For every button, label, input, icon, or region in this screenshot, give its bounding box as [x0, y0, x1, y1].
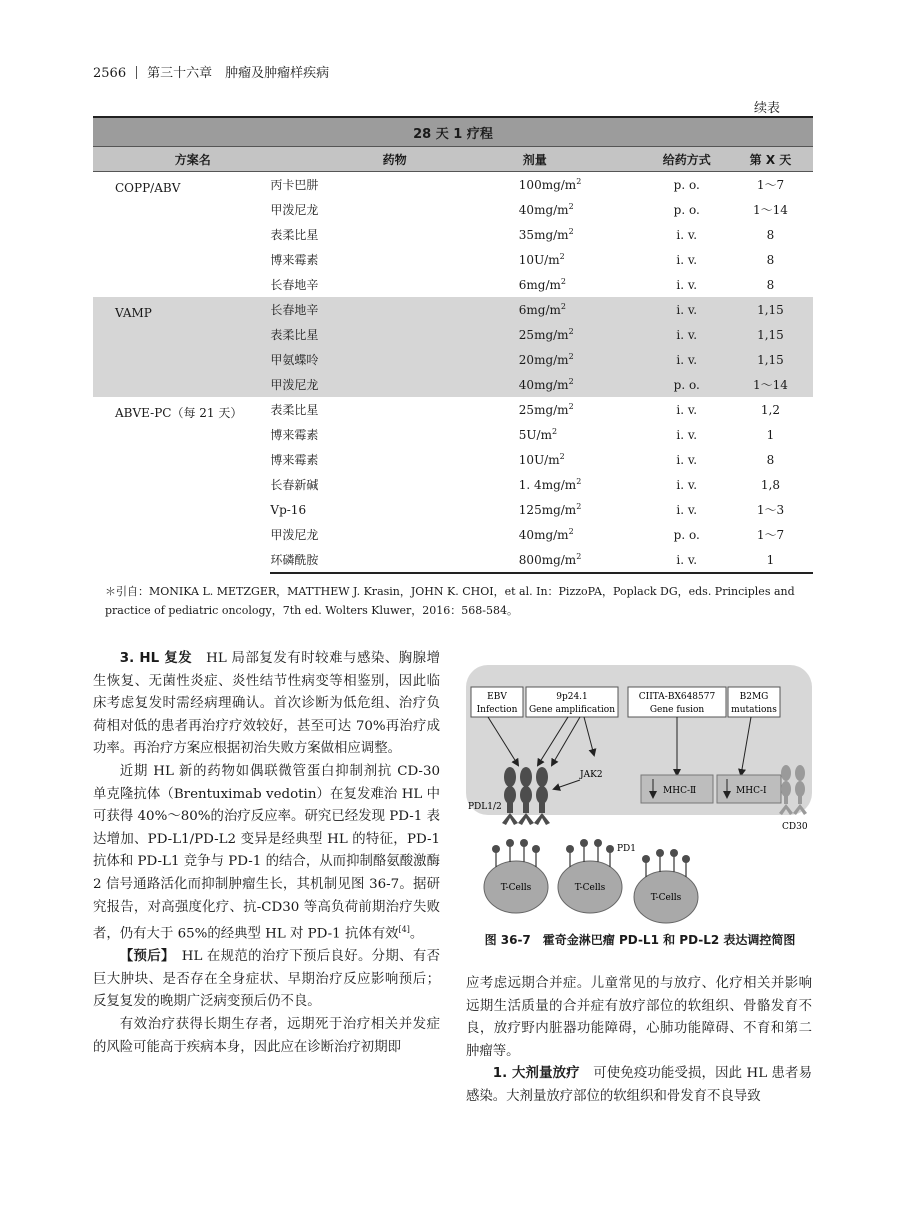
drug-route: i. v.: [646, 547, 728, 573]
dose-exponent: 2: [576, 177, 582, 186]
drug-route: i. v.: [646, 347, 728, 372]
drug-name: 博来霉素: [270, 428, 319, 442]
dose-value: 40mg/m: [518, 203, 569, 217]
dose-exponent: 2: [576, 502, 582, 511]
drug-dose: [519, 497, 646, 522]
paragraph-prognosis: [93, 946, 440, 1014]
drug-day: 8: [766, 252, 775, 267]
drug-dose: [519, 172, 646, 198]
label-pd1: PD1: [617, 844, 636, 854]
drug-name: 表柔比星: [270, 403, 319, 417]
drug-route: i. v.: [646, 297, 728, 322]
paragraph-text: HL 局部复发有时较难与感染、胸腺增生恢复、无菌性炎症、炎性结节性病变等相鉴别，因此临床考虑复发时需经病理确认。首次诊断为低危组、治疗负荷相对低的患者再治疗疗效较好，甚至可达 70%再治疗成功率。再治疗方案应根据初治失败方案做相应调整。: [93, 651, 441, 757]
drug-dose: [519, 397, 646, 422]
drug-day: 8: [766, 227, 775, 242]
dose-value: 1. 4mg/m: [518, 478, 577, 492]
drug-dose: [519, 422, 646, 447]
dose-value: 10U/m: [518, 453, 560, 467]
dose-value: 125mg/m: [518, 503, 577, 517]
drug-name: 长春地辛: [270, 278, 319, 292]
label-pdl12: PDL1/2: [468, 802, 502, 812]
section-heading-relapse: 3. HL 复发: [119, 651, 193, 666]
drug-dose: [519, 522, 646, 547]
drug-day: 1～14: [728, 372, 813, 397]
drug-day: 1,8: [760, 477, 780, 492]
dose-exponent: 2: [559, 252, 565, 261]
paragraph-new-drugs: [93, 761, 440, 946]
label-tcells-2: T-Cells: [574, 883, 606, 893]
dose-value: 40mg/m: [518, 528, 569, 542]
drug-route: p. o.: [673, 527, 700, 542]
paragraph-late-effects: [466, 973, 812, 1063]
table-banner-row: [93, 117, 813, 147]
regimen-name: ABVE-PC（每 21 天）: [115, 406, 243, 420]
drug-route: i. v.: [676, 427, 698, 442]
drug-day: 1: [766, 427, 775, 442]
box-9p24: [526, 687, 618, 717]
drug-route: i. v.: [676, 277, 698, 292]
left-column: [93, 648, 440, 1059]
paragraph-text: 可使免疫功能受损，因此 HL 患者易感染。大剂量放疗部位的软组织和骨发育不良导致: [466, 1066, 812, 1104]
figure-caption: 图 36-7 霍奇金淋巴瘤 PD-L1 和 PD-L2 表达调控简图: [484, 933, 796, 947]
paragraph-long-term: [93, 1014, 440, 1059]
drug-dose: [519, 197, 646, 222]
drug-day: 1,15: [728, 347, 813, 372]
drug-day: 1,15: [728, 322, 813, 347]
drug-route: i. v.: [646, 322, 728, 347]
chapter-title: 第三十六章 肿瘤及肿瘤样疾病: [147, 66, 330, 81]
dose-value: 5U/m: [518, 428, 552, 442]
header-divider: [136, 66, 137, 79]
section-heading-prognosis: 【预后】: [119, 949, 169, 965]
drug-name: 环磷酰胺: [270, 547, 518, 573]
drug-day: 8: [766, 277, 775, 292]
box-b2mg: [728, 687, 780, 717]
label-cd30: CD30: [782, 822, 808, 832]
regimen-name: VAMP: [93, 297, 270, 397]
paragraph-text: 。: [409, 926, 424, 942]
drug-name: 表柔比星: [270, 228, 319, 242]
drug-dose: [519, 372, 646, 397]
drug-day: 1: [728, 547, 813, 573]
drug-name: 甲泼尼龙: [270, 372, 518, 397]
col-header-regimen: 方案名: [93, 147, 270, 172]
dose-value: 6mg/m: [518, 278, 561, 292]
dose-exponent: 2: [560, 302, 567, 311]
box-ebv: [471, 687, 523, 717]
drug-day: 1,2: [760, 402, 780, 417]
dose-value: 40mg/m: [518, 378, 569, 392]
drug-dose: [519, 472, 646, 497]
section-heading-high-dose-rt: 1. 大剂量放疗: [492, 1066, 580, 1082]
drug-name: 博来霉素: [270, 453, 319, 467]
citation-ref: [4]: [398, 925, 410, 935]
label-mhc2: MHC-Ⅱ: [663, 786, 697, 796]
dose-exponent: 2: [568, 377, 574, 386]
drug-day: 1,15: [728, 297, 813, 322]
receptor-1: [502, 767, 518, 825]
drug-route: i. v.: [676, 402, 698, 417]
drug-name: Vp-16: [270, 502, 307, 517]
drug-route: i. v.: [676, 252, 698, 267]
dose-value: 25mg/m: [518, 403, 569, 417]
mhc1-box: [717, 775, 781, 803]
paragraph-text: 有效治疗获得长期生存者，远期死于治疗相关并发症的风险可能高于疾病本身，因此应在诊断治疗初期即: [93, 1016, 440, 1055]
t-cell-2: [558, 839, 622, 913]
paragraph-text: HL 在规范的治疗下预后良好。分期、有否巨大肿块、是否存在全身症状、早期治疗反应影响预后；反复复发的晚期广泛病变预后仍不良。: [93, 949, 440, 1010]
receptor-3: [534, 767, 550, 825]
drug-route: i. v.: [676, 227, 698, 242]
dose-exponent: 2: [568, 402, 574, 411]
box-9p24-line2: Gene amplification: [528, 705, 616, 715]
table-row: [93, 172, 813, 198]
dose-value: 10U/m: [518, 253, 560, 267]
box-b2mg-line1: B2MG: [739, 692, 769, 702]
continued-label: 续表: [754, 101, 781, 116]
dose-value: 100mg/m: [518, 178, 577, 192]
box-ciita-line2: Gene fusion: [649, 705, 705, 715]
label-tcells-1: T-Cells: [500, 883, 532, 893]
dose-exponent: 2: [568, 527, 574, 536]
drug-dose: [519, 297, 646, 322]
drug-day: 1～14: [753, 203, 788, 217]
drug-dose: [519, 547, 646, 573]
dose-value: 6mg/m: [518, 303, 561, 317]
table-footnote: ＊引自：MONIKA L. METZGER，MATTHEW J. Krasin，JOHN K. CHOI，et al. In：PizzoPA，Poplack DG，eds. Principles and practice of pediatric oncology，7th ed. Wolters Kluwer，2016：568-584。: [105, 585, 795, 617]
drug-dose: [519, 322, 646, 347]
table-row: [93, 397, 813, 422]
box-ebv-line2: Infection: [476, 705, 518, 715]
drug-route: i. v.: [676, 477, 698, 492]
right-column: [466, 973, 812, 1109]
col-header-day: 第 X 天: [728, 147, 813, 172]
paragraph-text: 应考虑远期合并症。儿童常见的与放疗、化疗相关并影响远期生活质量的合并症有放疗部位的软组织、骨骼发育不良，放疗野内脏器功能障碍，心肺功能障碍、不育和第二肿瘤等。: [466, 976, 812, 1059]
dose-exponent: 2: [560, 277, 567, 286]
label-mhc1: MHC-Ⅰ: [736, 786, 767, 796]
figure-pdl1-regulation: [466, 665, 814, 925]
dose-value: 800mg/m: [518, 553, 577, 567]
running-header: [93, 62, 329, 81]
col-header-drug: 药物: [270, 147, 518, 172]
table-banner: 28 天 1 疗程: [93, 117, 813, 147]
table-header-row: [93, 147, 813, 172]
drug-name: 长春地辛: [270, 297, 518, 322]
drug-day: 8: [766, 452, 775, 467]
drug-dose: [519, 222, 646, 247]
col-header-route: 给药方式: [646, 147, 728, 172]
label-jak2: JAK2: [580, 770, 603, 780]
drug-day: 1～3: [756, 503, 785, 517]
dose-value: 35mg/m: [518, 228, 569, 242]
t-cell-3: [634, 849, 698, 923]
drug-dose: [519, 347, 646, 372]
paragraph-relapse: [93, 648, 440, 761]
drug-name: 博来霉素: [270, 253, 319, 267]
regimen-name: COPP/ABV: [115, 181, 181, 195]
box-ebv-line1: EBV: [487, 692, 507, 702]
dose-exponent: 2: [568, 227, 574, 236]
mhc2-box: [641, 775, 713, 803]
drug-route: i. v.: [676, 502, 698, 517]
drug-route: p. o.: [673, 177, 700, 192]
paragraph-high-dose-rt: [466, 1063, 812, 1108]
drug-dose: [519, 272, 646, 297]
drug-route: i. v.: [676, 452, 698, 467]
t-cell-1: [484, 839, 548, 913]
drug-name: 甲泼尼龙: [270, 528, 319, 542]
drug-name: 表柔比星: [270, 322, 518, 347]
page-number: 2566: [93, 66, 127, 81]
box-b2mg-line2: mutations: [731, 705, 777, 715]
drug-route: p. o.: [673, 202, 700, 217]
box-ciita: [628, 687, 726, 717]
dose-value: 25mg/m: [518, 328, 569, 342]
table-row: [93, 297, 813, 322]
regimen-table: [93, 116, 813, 574]
dose-value: 20mg/m: [518, 353, 569, 367]
drug-name: 甲泼尼龙: [270, 203, 319, 217]
dose-exponent: 2: [559, 452, 565, 461]
box-ciita-line1: CIITA-BX648577: [638, 692, 716, 702]
receptor-2: [518, 767, 534, 825]
drug-name: 长春新碱: [270, 478, 319, 492]
label-tcells-3: T-Cells: [650, 893, 682, 903]
drug-name: 丙卡巴肼: [270, 178, 319, 192]
drug-day: 1～7: [756, 528, 785, 542]
paragraph-text: 近期 HL 新的药物如偶联微管蛋白抑制剂抗 CD-30 单克隆抗体（Brentuximab vedotin）在复发难治 HL 中可获得 40%～80%的治疗反应率。研究已经发现 PD-1 表达增加、PD-L1/PD-L2 变异是经典型 HL 的特征，PD-1 抗体和 PD-L1 竞争与 PD-1 的结合，从而抑制酪氨酸激酶 2 信号通路活化而抑制肿瘤生长，其机制见图 36-7。据研究报告，对高强度化疗、抗-CD30 等高负荷前期治疗失败者，仍有大于 65%的经典型 HL 对 PD-1 抗体有效: [93, 763, 440, 942]
dose-exponent: 2: [568, 202, 574, 211]
dose-exponent: 2: [576, 477, 582, 486]
drug-dose: [519, 447, 646, 472]
dose-exponent: 2: [551, 427, 558, 436]
box-9p24-line1: 9p24.1: [556, 692, 588, 702]
pdl-receptors: [502, 767, 550, 825]
dose-exponent: 2: [576, 552, 582, 561]
drug-name: 甲氨蝶呤: [270, 347, 518, 372]
drug-route: p. o.: [646, 372, 728, 397]
dose-exponent: 2: [568, 327, 574, 336]
dose-exponent: 2: [568, 352, 574, 361]
drug-day: 1～7: [756, 178, 785, 192]
drug-dose: [519, 247, 646, 272]
col-header-dose: 剂量: [519, 147, 646, 172]
